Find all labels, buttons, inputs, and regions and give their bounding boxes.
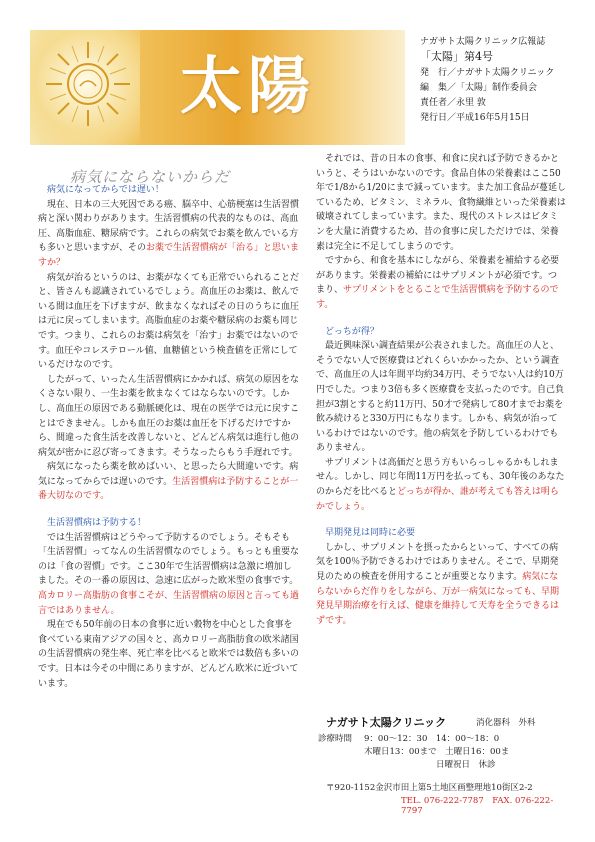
paragraph: 最近興味深い調査結果が公表されました。高血圧の人と、そうでない人で医療費はどれくらいかかったか、という調査で、高血圧の人は年間平均約34万円、そうでない人は約10万円でした。つまり3倍も多く医療費を支払ったのです。自己負担が3割とすると約11万円、50才で発病して80才までお薬を飲み続けると330万円にもなります。しかも、病気が治っているわけではないのです。他の病気を予防しているわけでもありません。 bbox=[316, 341, 565, 454]
text-span: 現在、日本の三大死因である癌、脳卒中、心筋梗塞は生活習慣病と深い関わりがあります。生活習慣病の代表的なものは、高血圧、高脂血症、糖尿病です。これらの病気でお薬を飲んでいる方も多いと思いますが、その bbox=[38, 199, 300, 254]
highlight-text: どっちが得か、誰が考えても答えは明らかでしょう。 bbox=[316, 487, 559, 512]
paragraph bbox=[38, 198, 300, 271]
paragraph: それでは、昔の日本の食事、和食に戻れば予防できるかというと、そうはいかないのです。食品自体の栄養素はここ50年で1/8から1/20にまで減っています。また加工食品が蔓延しているため、ビタミン、ミネラル、食物繊維といった栄養素は破壊されてしまっています。また、現代のストレスはビタミンを大量に消費するため、昔の食事に戻しただけでは、栄養素は完全に不足してしまうのです。 bbox=[316, 154, 566, 252]
paragraph bbox=[316, 541, 566, 629]
highlight-text: お薬で生活習慣病が「治る」と思いますか？ bbox=[38, 243, 300, 268]
title-banner bbox=[30, 30, 405, 145]
text-span: サプリメントは高価だと思う方もいらっしゃるかもしれません。しかし、同じ年間11万円を払っても、30年後のあなたのからだを比べると bbox=[316, 457, 565, 498]
highlight-text: サプリメントをとることで生活習慣病を予防するのです。 bbox=[316, 285, 559, 310]
paragraph: 病気が治るというのは、お薬がなくても正常でいられることだと、皆さんも認識されているでしょう。高血圧のお薬は、飲んでいる間は血圧を下げますが、飲まなくなればその日のうちに血圧は元に戻ってしまいます。高脂血症のお薬や糖尿病のお薬も同じです。つまり、これらのお薬は病気を「治す」お薬ではないのです。血圧やコレステロール値、血糖値という検査値を正常にしているだけなのです。 bbox=[38, 272, 300, 371]
date-line: 発行日／平成16年5月15日 bbox=[420, 113, 530, 123]
hours-thu-sat: 木曜日13：00まで 土曜日16：00ま bbox=[364, 747, 510, 757]
heading-too-late: 病気になってからでは遅い！ bbox=[47, 185, 164, 195]
clinic-info bbox=[316, 716, 566, 816]
paragraph: したがって、いったん生活習慣病にかかれば、病気の原因をなくさない限り、一生お薬を飲まなくてはならないのです。しかし、高血圧の原因である動脈硬化は、現在の医学では元に戻すことはできません。しかも血圧のお薬は血圧を下げるだけですから、間違った食生活を改善しないと、どんどん病気は進行し他の病気が密かに忍び寄ってきます。そうなったらもう手遅れです。 bbox=[38, 374, 300, 458]
clinic-name: ナガサト太陽クリニック bbox=[326, 716, 447, 729]
publisher-line: ナガサト太陽クリニック広報誌 bbox=[420, 37, 546, 47]
paragraph bbox=[316, 456, 566, 514]
issue-number: 「太陽」第4号 bbox=[420, 50, 493, 63]
text-span: では生活習慣病はどうやって予防するのでしょう。そもそも「生活習慣」ってなんの生活習慣なのでしょう。もっとも重要なのは「食の習慣」です。ここ30年で生活習慣病は急激に増加しました。その一番の原因は、急速に広がった欧米型の食事です。 bbox=[38, 532, 300, 587]
hours-label: 診療時間 bbox=[318, 734, 353, 744]
hours-weekday: 9：00～12：30 14：00～18：0 bbox=[364, 734, 500, 744]
paragraph bbox=[316, 254, 566, 312]
paragraph: 現在でも50年前の日本の食事に近い穀物を中心とした食事を食べている東南アジアの国々と、高カロリー高脂肪食の欧米諸国の生活習慣病の発生率、死亡率を比べると欧米では数倍も多いのです。日本は今その中間にありますが、どんどん欧米に近づいています。 bbox=[38, 620, 300, 689]
heading-which-is-better: どっちが得？ bbox=[325, 326, 379, 337]
highlight-text: 生活習慣病は予防することが一番大切なのです。 bbox=[38, 476, 299, 502]
text-span: しかし、サプリメントを摂ったからといって、すべての病気を100％予防できるわけではありません。そこで、早期発見のための検査を併用することが重要となります。 bbox=[316, 542, 559, 583]
sun-logo-icon bbox=[42, 38, 134, 130]
highlight-text: 病気にならないからだ作りをしながら、万が一病気になっても、早期発見早期治療を行えば、健康を維持して天寿を全うできるはずです。 bbox=[316, 572, 560, 626]
clinic-phone: TEL. 076-222-7787 FAX. 076-222-7797 bbox=[401, 796, 554, 816]
hours-holiday: 日曜祝日 休診 bbox=[436, 760, 496, 770]
editor-line: 編 集／「太陽」制作委員会 bbox=[420, 83, 538, 93]
left-column bbox=[38, 183, 300, 691]
heading-prevention: 生活習慣病は予防する！ bbox=[47, 518, 147, 529]
text-span: ですから、和食を基本にしながら、栄養素を補給する必要があります。栄養素の補給にはサプリメントが必須です。つまり、 bbox=[316, 256, 560, 296]
article-title: 病気にならないからだ bbox=[70, 168, 231, 186]
highlight-text: 高カロリー高脂肪の食事こそが、生活習慣病の原因と言っても過言ではありません。 bbox=[38, 591, 300, 616]
newsletter-title: 太陽 bbox=[180, 49, 317, 122]
text-span: 病気になったら薬を飲めばいい、と思ったら大間違いです。病気になってからでは遅いのです。 bbox=[38, 462, 299, 487]
issuer-line: 発 行／ナガサト太陽クリニック bbox=[420, 68, 555, 78]
clinic-address: 〒920-1152金沢市田上第5土地区画整理地10街区2-2 bbox=[326, 783, 533, 793]
responsible-line: 責任者／永里 敦 bbox=[420, 98, 486, 108]
clinic-departments: 消化器科 外科 bbox=[476, 718, 536, 728]
heading-early-detection: 早期発見は同時に必要 bbox=[325, 528, 416, 539]
paragraph bbox=[38, 531, 300, 619]
paragraph bbox=[38, 460, 300, 504]
right-column bbox=[316, 152, 566, 628]
